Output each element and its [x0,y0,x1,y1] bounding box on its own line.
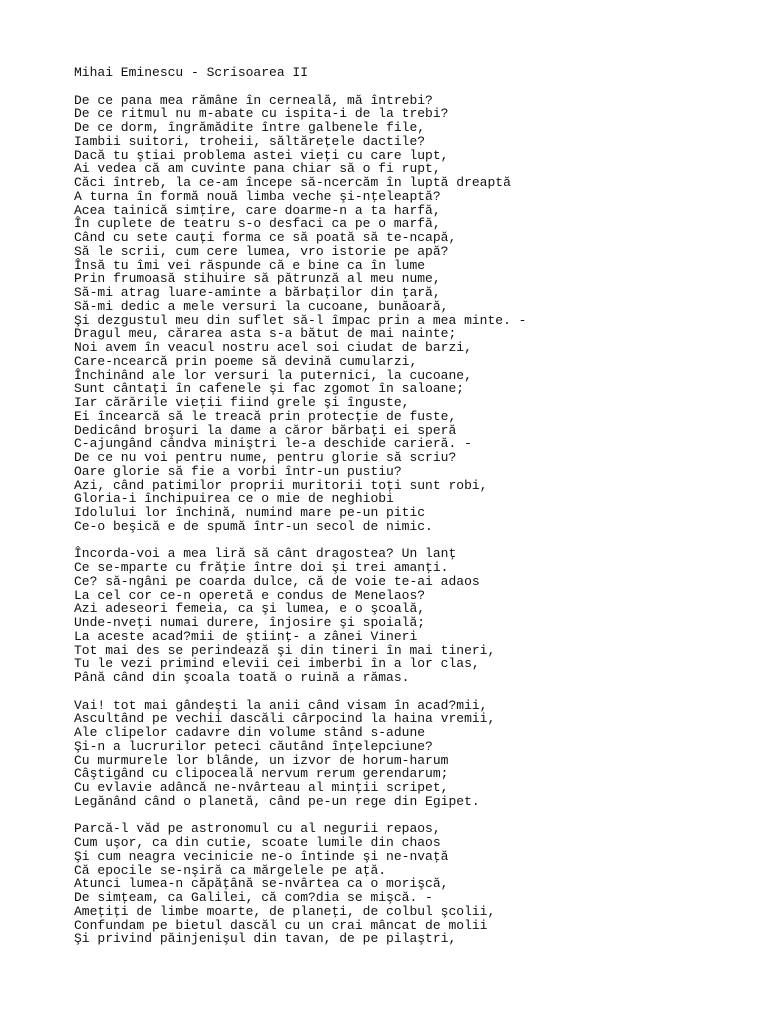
poem-line: În cuplete de teatru s-o desfaci ca pe o marfă, [74,216,441,232]
poem-line: Ce se-mparte cu frăţie între doi şi trei amanţi. [74,560,449,575]
poem-line: Gloria-i închipuirea ce o mie de neghiobi [74,491,394,507]
poem-line: Acea tainică simţire, care doarme-n a ta harfă, [74,202,441,218]
stanza [74,699,754,809]
poem-line: De simţeam, ca Galilei, că com?dia se mişcă. - [74,890,433,905]
poem-line: Să-mi dedic a mele versuri la cucoane, bunăoară, [74,298,449,314]
poem-line: Tu le vezi primind elevii cei imberbi în a lor clas, [74,656,480,672]
poem-body [74,94,754,947]
poem-line: Legănând când o planetă, când pe-un rege din Egipet. [74,793,480,809]
poem-line: Azi, când patimilor proprii muritorii toţi sunt robi, [74,477,488,493]
poem-line: La aceste acad?mii de ştiinţ- a zânei Vineri [74,628,418,644]
poem-line: Dacă tu ştiai problema astei vieţi cu care lupt, [74,147,449,163]
stanza [74,822,754,946]
poem-line: Dragul meu, cărarea asta s-a bătut de mai nainte; [74,326,457,342]
poem-line: C-ajungând cândva miniştri le-a deschide carieră. - [74,436,472,452]
poem-line: Şi privind păinjenişul din tavan, de pe pilaştri, [74,931,457,947]
poem-line: Până când din şcoala toată o ruină a rămas. [74,670,410,685]
poem-line: Noi avem în veacul nostru acel soi ciudat de barzi, [74,340,472,355]
poem-line: Şi cum neagra vecinicie ne-o întinde şi ne-nvaţă [74,848,449,864]
poem-line: De ce ritmul nu m-abate cu ispita-i de la trebi? [74,106,449,122]
poem-line: Să le scrii, cum cere lumea, vro istorie pe apă? [74,243,449,259]
document-title: Mihai Eminescu - Scrisoarea II [74,65,309,80]
poem-line: Că epocile se-nşiră ca mărgelele pe aţă. [74,862,387,878]
poem-line: Cu evlavie adâncă ne-nvârteau al minţii scripet, [74,780,449,795]
poem-line: Vai! tot mai gândeşti la anii când visam în acad?mii, [74,697,488,713]
poem-line: Încorda-voi a mea liră să cânt dragostea? Un lanţ [74,546,457,562]
poem-line: Închinând ale lor versuri la puternici, la cucoane, [74,367,472,383]
poem-line: Şi dezgustul meu din suflet să-l împac prin a mea minte. - [74,312,527,328]
poem-line: Iar cărările vieţii fiind grele şi înguste, [74,395,410,410]
poem-line: Parcă-l văd pe astronomul cu al negurii repaos, [74,821,441,837]
poem-line: Confundam pe bietul dascăl cu un crai mâncat de molii [74,917,488,933]
stanza [74,547,754,685]
poem-line: Când cu sete cauţi forma ce să poată să te-ncapă, [74,230,457,245]
poem-line: Ascultând pe vechii dascăli cârpocind la haina vremii, [74,711,496,727]
poem-line: Cum uşor, ca din cutie, scoate lumile din chaos [74,835,441,850]
poem-line: Ai vedea că am cuvinte pana chiar să o fi rupt, [74,161,441,177]
poem-line: Ce? să-ngâni pe coarda dulce, că de voie te-ai adaos [74,573,480,589]
poem-line: Căci întreb, la ce-am începe să-ncercăm în luptă dreaptă [74,175,511,190]
poem-line: Şi-n a lucrurilor peteci căutând înţelepciune? [74,738,433,754]
poem-line: Oare glorie să fie a vorbi într-un pustiu? [74,463,402,479]
poem-line: Însă tu îmi vei răspunde că e bine ca în lume [74,257,426,273]
poem-line: A turna în formă nouă limba veche şi-nţeleaptă? [74,188,441,204]
poem-line: Ameţiţi de limbe moarte, de planeţi, de colbul şcolii, [74,903,496,919]
poem-line: Câştigând cu clipoceală nervum rerum gerendarum; [74,766,449,782]
poem-line: Care-ncearcă prin poeme să devină cumularzi, [74,353,418,369]
poem-line: Ce-o beşică e de spumă într-un secol de nimic. [74,518,433,534]
poem-line: Prin frumoasă stihuire să pătrunză al meu nume, [74,271,441,287]
poem-line: Să-mi atrag luare-aminte a bărbaţilor din ţară, [74,285,441,300]
stanza [74,94,754,534]
poem-line: De ce nu voi pentru nume, pentru glorie să scriu? [74,450,457,465]
poem-line: Unde-nveţi numai durere, înjosire şi spoială; [74,615,426,630]
poem-line: De ce dorm, îngrămădite între galbenele file, [74,120,426,135]
poem-line: Cu murmurele lor blânde, un izvor de horum-harum [74,752,449,768]
poem-line: Dedicând broşuri la dame a căror bărbaţi ei speră [74,422,457,438]
poem-line: Atunci lumea-n căpăţână se-nvârtea ca o morişcă, [74,876,449,892]
poem-line: Ei încearcă să le treacă prin protecţie de fuste, [74,408,457,424]
poem-line: Iambii suitori, troheii, săltăreţele dactile? [74,133,426,149]
poem-line: La cel cor ce-n operetă e condus de Menelaos? [74,587,426,603]
document-page [74,66,754,960]
poem-line: Sunt cântaţi în cafenele şi fac zgomot în saloane; [74,381,465,397]
poem-line: Idolului lor închină, numind mare pe-un pitic [74,505,426,520]
poem-line: Tot mai des se perindează şi din tineri în mai tineri, [74,642,496,658]
poem-line: Azi adeseori femeia, ca şi lumea, e o şcoală, [74,601,426,617]
poem-line: Ale clipelor cadavre din volume stând s-adune [74,725,426,740]
poem-line: De ce pana mea rămâne în cerneală, mă întrebi? [74,92,433,108]
